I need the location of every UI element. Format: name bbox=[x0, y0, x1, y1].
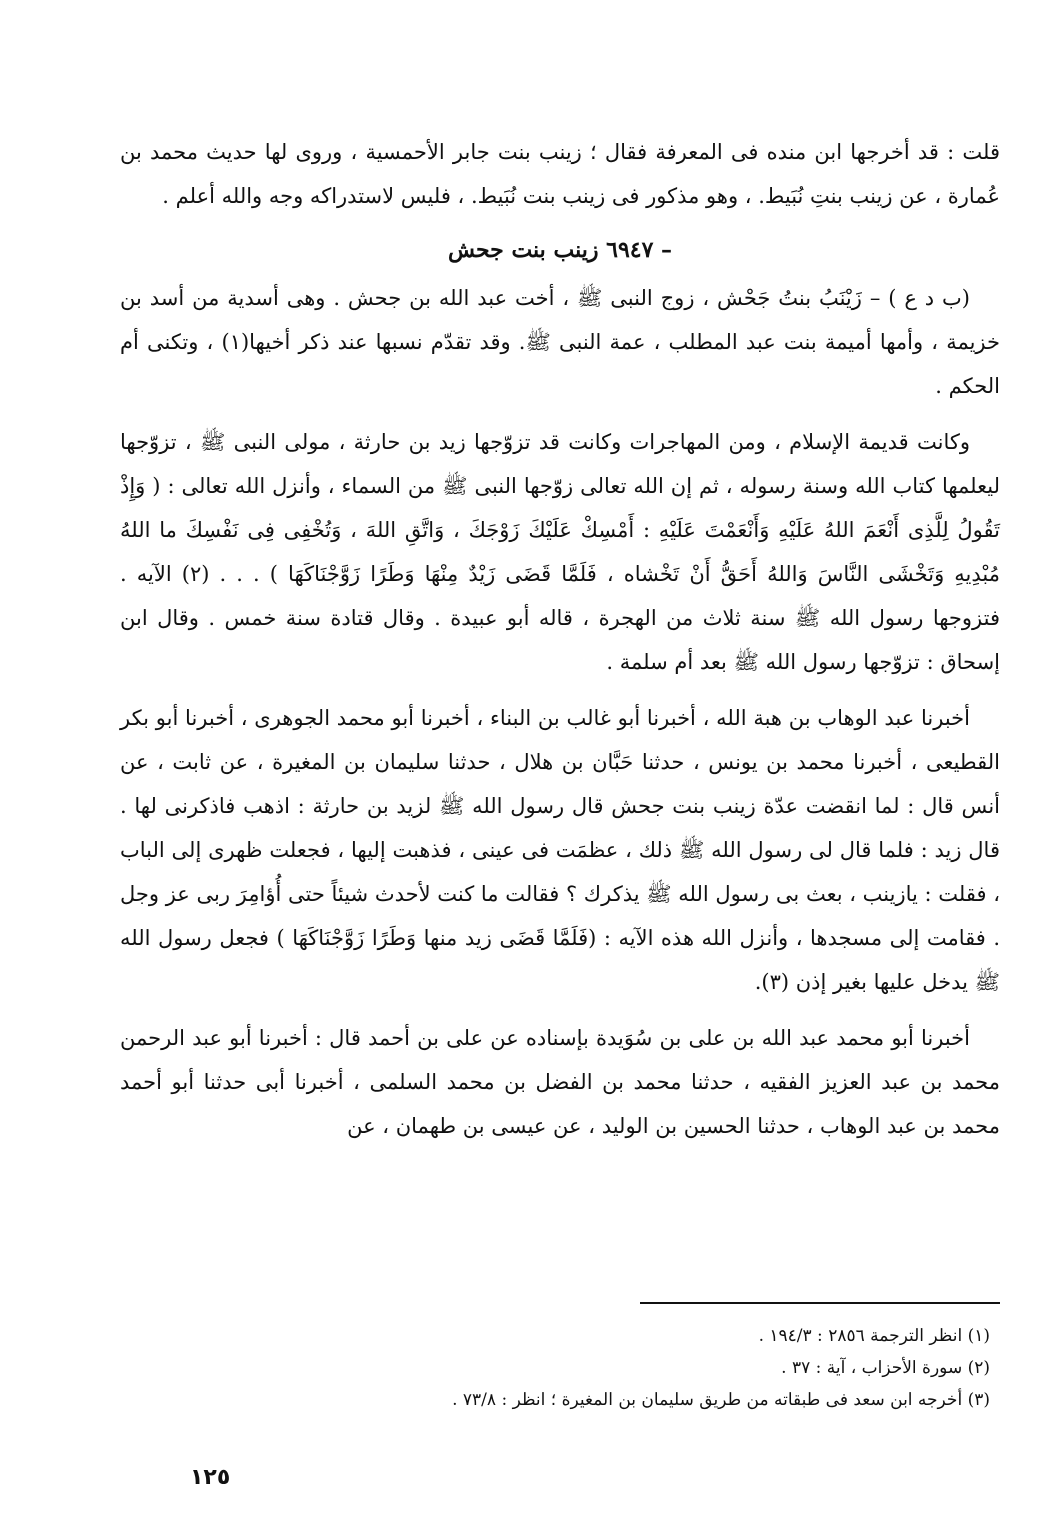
footnote-2: (٢) سورة الأحزاب ، آية : ٣٧ . bbox=[781, 1358, 990, 1378]
footnote-divider bbox=[640, 1302, 1000, 1304]
footnote-1: (١) انظر الترجمة ٢٨٥٦ : ١٩٤/٣ . bbox=[758, 1326, 990, 1346]
paragraph-intro: (ب د ع ) – زَيْنَبُ بنتُ جَحْش ، زوج النبى ﷺ ، أخت عبد الله بن جحش . وهى أسدية من أسد بن خزيمة ، وأمها أميمة بنت عبد المطلب ، عمة النبى ﷺ. وقد تقدّم نسبها عند ذكر أخيها(١) ، وتكنى أم الحكم . bbox=[120, 286, 1001, 398]
page-number: ١٢٥ bbox=[190, 1465, 231, 1490]
paragraph-marriage: وكانت قديمة الإسلام ، ومن المهاجرات وكانت قد تزوّجها زيد بن حارثة ، مولى النبى ﷺ ، تزوّجها ليعلمها كتاب الله وسنة رسوله ، ثم إن الله تعالى زوّجها النبى ﷺ من السماء ، وأنزل الله تعالى : ( وَإِذْ تَقُولُ لِلَّذِى أَنْعَمَ اللهُ عَلَيْهِ وَأَنْعَمْتَ عَلَيْهِ : أَمْسِكْ عَلَيْكَ زَوْجَكَ ، وَاتَّقِ اللهَ ، وَتُخْفِى فِى نَفْسِكَ ما اللهُ مُبْدِيهِ وَتَخْشَى النَّاسَ وَاللهُ أَحَقُّ أَنْ تَخْشاه ، فَلَمَّا قَضَى زَيْدٌ مِنْهَا وَطَرًا زَوَّجْنَاكَهَا ) . . . (٢) الآيه . فتزوجها رسول الله ﷺ سنة ثلاث من الهجرة ، قاله أبو عبيدة . وقال قتادة سنة خمس . وقال ابن إسحاق : تزوّجها رسول الله ﷺ بعد أم سلمة . bbox=[120, 430, 1000, 674]
footnote-3: (٣) أخرجه ابن سعد فى طبقاته من طريق سليمان بن المغيرة ؛ انظر : ٧٣/٨ . bbox=[452, 1390, 990, 1410]
paragraph-chain: أخبرنا أبو محمد عبد الله بن على بن سُوَيدة بإسناده عن على بن أحمد قال : أخبرنا أبو عبد الرحمن محمد بن عبد العزيز الفقيه ، حدثنا محمد بن الفضل بن محمد السلمى ، أخبرنا أبى حدثنا أبو أحمد محمد بن عبد الوهاب ، حدثنا الحسين بن الوليد ، عن عيسى بن طهمان ، عن bbox=[120, 1026, 1000, 1138]
paragraph-hadith: أخبرنا عبد الوهاب بن هبة الله ، أخبرنا أبو غالب بن البناء ، أخبرنا أبو محمد الجوهرى ، أخبرنا أبو بكر القطيعى ، أخبرنا محمد بن يونس ، حدثنا حَبَّان بن هلال ، حدثنا سليمان بن المغيرة ، عن ثابت ، عن أنس قال : لما انقضت عدّة زينب بنت جحش قال رسول الله ﷺ لزيد بن حارثة : اذهب فاذكرنى لها . قال زيد : فلما قال لى رسول الله ﷺ ذلك ، عظمَت فى عينى ، فذهبت إليها ، فجعلت ظهرى إلى الباب ، فقلت : يازينب ، بعث بى رسول الله ﷺ يذكرك ؟ فقالت ما كنت لأحدث شيئاً حتى أُؤامِرَ ربى عز وجل . فقامت إلى مسجدها ، وأنزل الله هذه الآيه : (فَلَمَّا قَضَى زيد منها وَطَرًا زَوَّجْنَاكَهَا ) فجعل رسول الله ﷺ يدخل عليها بغير إذن (٣). bbox=[120, 706, 1000, 994]
footnotes bbox=[120, 1320, 1000, 1416]
entry-heading: – ٦٩٤٧ زينب بنت جحش bbox=[447, 237, 673, 263]
paragraph-note: قلت : قد أخرجها ابن منده فى المعرفة فقال ؛ زينب بنت جابر الأحمسية ، وروى لها حديث محمد بن عُمارة ، عن زينب بنتِ نُبَيط. ، وهو مذكور فى زينب بنت نُبَيط. ، فليس لاستدراكه وجه والله أعلم . bbox=[120, 140, 1000, 208]
main-text bbox=[120, 130, 1000, 1160]
